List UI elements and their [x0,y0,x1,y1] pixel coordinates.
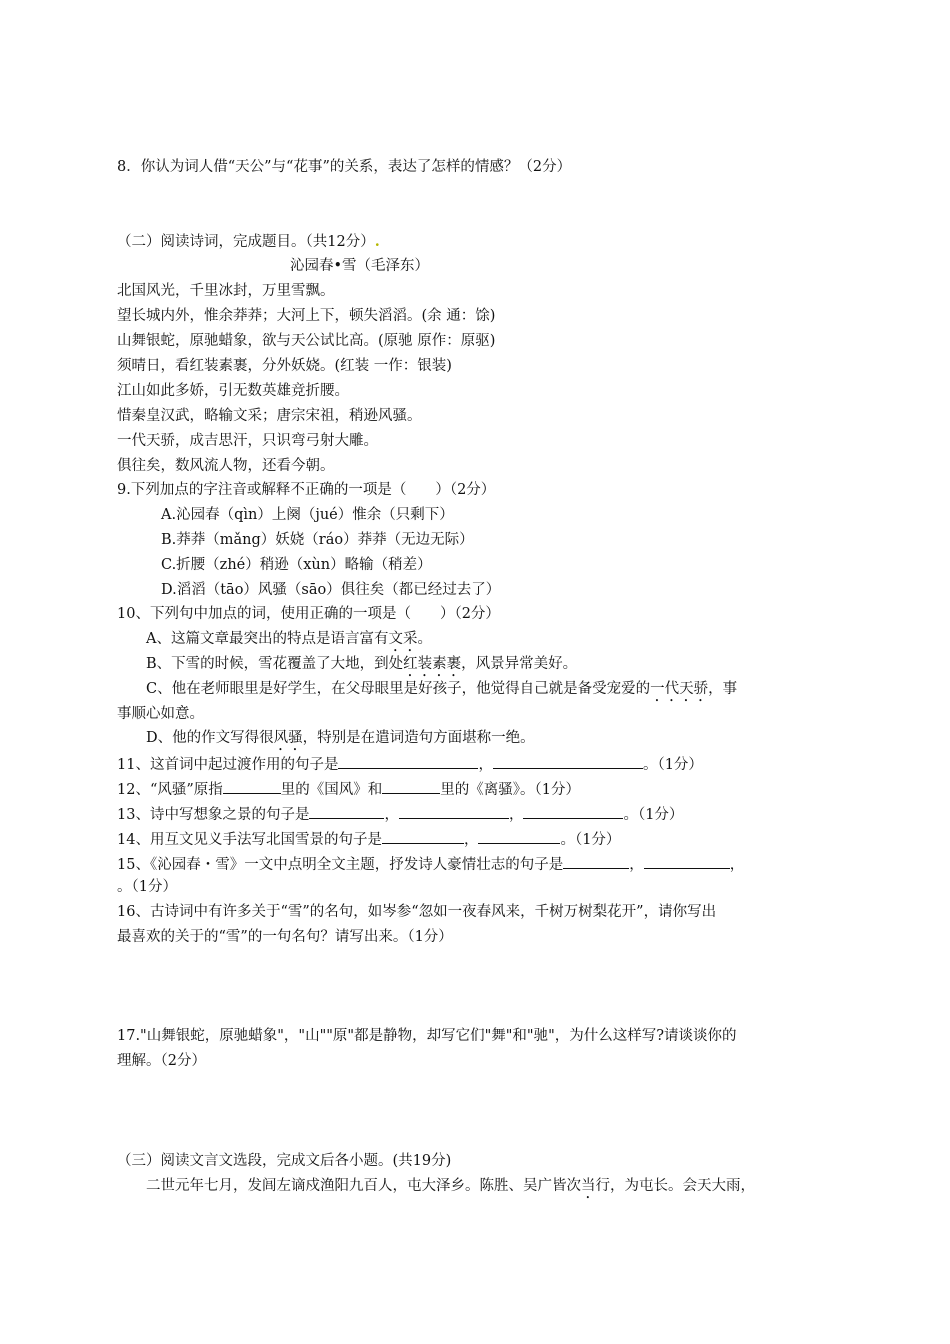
question-10-stem: 10、下列句中加点的词，使用正确的一项是（ ）（2分） [117,606,500,622]
question-9-option-c: C.折腰（zhé）稍逊（xùn）略输（稍差） [161,557,432,573]
dotted-word: 当 [581,1178,596,1194]
poem-line: 望长城内外，惟余莽莽；大河上下，顿失滔滔。(余 通：馀) [117,308,496,324]
question-9-option-a: A.沁园春（qìn）上阕（jué）惟余（只剩下） [161,507,454,523]
answer-blank[interactable] [563,853,629,869]
question-15: 15、《沁园春・雪》一文中点明全文主题，抒发诗人豪情壮志的句子是 ， ， [117,853,744,875]
question-13: 13、诗中写想象之景的句子是 ， ， 。（1分） [117,803,683,825]
poem-line: 俱往矣，数风流人物，还看今朝。 [117,458,335,474]
poem-line: 一代天骄，成吉思汗，只识弯弓射大雕。 [117,433,378,449]
poem-line: 山舞银蛇，原驰蜡象，欲与天公试比高。(原驰 原作：原驱) [117,333,496,349]
section-2-heading: （二）阅读诗词，完成题目。（共12分）. [117,233,380,250]
answer-blank[interactable] [338,753,478,769]
question-10-option-c: C、他在老师眼里是好学生，在父母眼里是好孩子，他觉得自己就是备受宠爱的一代天骄，事 [146,681,738,697]
answer-blank[interactable] [309,803,384,819]
question-10-option-c-continued: 事顺心如意。 [117,706,204,722]
question-9-stem: 9.下列加点的字注音或解释不正确的一项是（ ）（2分） [117,482,496,498]
answer-blank[interactable] [644,853,730,869]
question-17-line-2: 理解。（2分） [117,1053,206,1069]
answer-blank[interactable] [478,828,560,844]
poem-line: 北国风光，千里冰封，万里雪飘。 [117,283,335,299]
question-15-continued: 。（1分） [117,879,177,895]
poem-line: 惜秦皇汉武，略输文采；唐宗宋祖，稍逊风骚。 [117,408,422,424]
question-9-option-d: D.滔滔（tāo）风骚（sāo）俱往矣（都已经过去了） [161,582,501,598]
section-3-heading: （三）阅读文言文选段，完成文后各小题。(共19分) [117,1153,452,1169]
dotted-word: 一代天骄 [650,681,709,697]
poem-line: 须晴日，看红装素裹，分外妖娆。(红装 一作：银装) [117,358,452,374]
question-9-option-b: B.莽莽（mǎng）妖娆（ráo）莽莽（无边无际） [161,532,474,548]
question-17-line-1: 17."山舞银蛇，原驰蜡象"，"山""原"都是静物，却写它们"舞"和"驰"，为什么这样写?请谈谈你的 [117,1028,737,1044]
question-10-option-d: D、他的作文写得很风骚，特别是在遣词造句方面堪称一绝。 [146,730,535,746]
answer-blank[interactable] [523,803,623,819]
question-16-line-1: 16、古诗词中有许多关于“雪”的名句，如岑参“忽如一夜春风来，千树万树梨花开”，请你写出 [117,904,717,920]
question-16-line-2: 最喜欢的关于的“雪”的一句名句？请写出来。（1分） [117,929,453,945]
poem-title: 沁园春•雪（毛泽东） [290,258,430,274]
question-10-option-b: B、下雪的时候，雪花覆盖了大地，到处红装素裹，风景异常美好。 [146,656,578,672]
answer-blank[interactable] [382,778,440,794]
dotted-word: 风骚 [273,730,303,746]
answer-blank[interactable] [493,753,643,769]
dotted-word: 文采 [388,631,418,647]
section-2-mark: . [374,233,380,250]
question-12: 12、“风骚”原指 里的《国风》和 里的《离骚》。（1分） [117,778,580,800]
question-14: 14、用互文见义手法写北国雪景的句子是 ， 。（1分） [117,828,620,850]
answer-blank[interactable] [399,803,509,819]
passage-line: 二世元年七月，发闾左谪戍渔阳九百人，屯大泽乡。陈胜、吴广皆次当行，为屯长。会天大雨， [146,1178,755,1194]
dotted-word: 红装素裹 [403,656,462,672]
poem-line: 江山如此多娇，引无数英雄竞折腰。 [117,383,349,399]
answer-blank[interactable] [223,778,281,794]
answer-blank[interactable] [382,828,464,844]
question-11: 11、这首词中起过渡作用的句子是 ， 。（1分） [117,753,703,775]
question-8: 8．你认为词人借“天公”与“花事”的关系，表达了怎样的情感？（2分） [117,159,572,175]
question-10-option-a: A、这篇文章最突出的特点是语言富有文采。 [146,631,432,647]
